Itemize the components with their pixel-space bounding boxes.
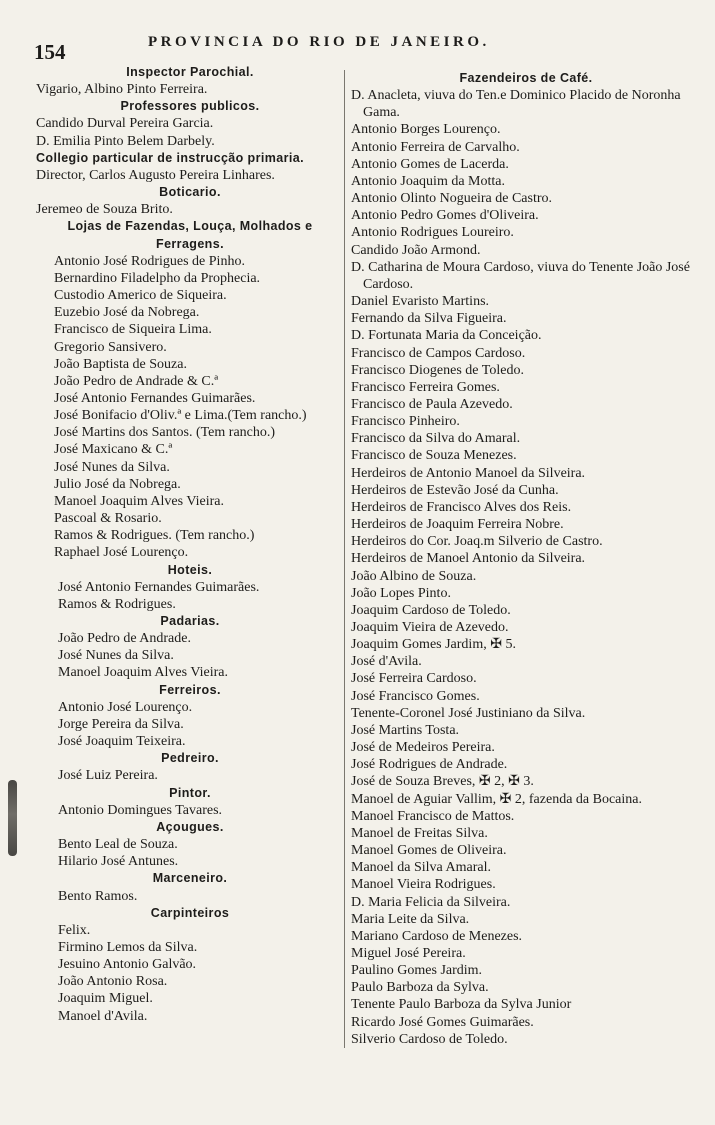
list-entry: João Pedro de Andrade & C.ª [54, 373, 219, 389]
list-entry: Candido Durval Pereira Garcia. [36, 116, 214, 132]
list-entry: D. Catharina de Moura Cardoso, viuva do Tenente João José Cardoso. [351, 259, 690, 292]
list-entry: Manoel de Aguiar Vallim, ✠ 2, fazenda da Bocaina. [351, 791, 642, 807]
list-entry: Director, Carlos Augusto Pereira Linhares. [36, 167, 275, 183]
list-entry: Tenente Paulo Barboza da Sylva Junior [351, 997, 572, 1013]
list-entry: Bento Ramos. [58, 888, 138, 904]
list-entry: Julio José da Nobrega. [54, 476, 181, 492]
section-list [36, 802, 344, 819]
section-list [36, 767, 344, 784]
list-entry: José de Medeiros Pereira. [351, 740, 495, 756]
list-entry: Joaquim Gomes Jardim, ✠ 5. [351, 637, 516, 653]
section-heading: Lojas de Fazendas, Louça, Molhados e Ferragens. [67, 219, 313, 251]
running-head: PROVINCIA DO RIO DE JANEIRO. [148, 34, 490, 50]
list-entry: Custodio Americo de Siqueira. [54, 288, 227, 304]
list-entry: João Baptista de Souza. [54, 356, 187, 372]
list-entry: Manoel de Freitas Silva. [351, 825, 488, 841]
section-heading: Ferreiros. [159, 682, 221, 697]
section-heading: Carpinteiros [150, 905, 230, 920]
list-entry: José Ferreira Cardoso. [351, 671, 477, 687]
list-entry: Miguel José Pereira. [351, 945, 466, 961]
list-entry: José de Souza Breves, ✠ 2, ✠ 3. [351, 774, 534, 790]
section-heading: Boticario. [159, 185, 221, 200]
list-entry: Mariano Cardoso de Menezes. [351, 928, 523, 944]
list-entry: João Pedro de Andrade. [58, 631, 191, 647]
list-entry: Ramos & Rodrigues. (Tem rancho.) [54, 528, 255, 544]
list-entry: José Nunes da Silva. [58, 648, 174, 664]
section-heading: Açougues. [156, 819, 224, 834]
list-entry: José Joaquim Teixeira. [58, 734, 186, 750]
list-entry: Antonio Rodrigues Loureiro. [351, 225, 514, 241]
list-entry: José Francisco Gomes. [351, 688, 480, 704]
right-column [344, 70, 701, 1048]
section-list [36, 201, 344, 218]
list-entry: José Antonio Fernandes Guimarães. [54, 390, 256, 406]
section-heading: Marceneiro. [152, 871, 228, 886]
list-entry: D. Anacleta, viuva do Ten.e Dominico Placido de Noronha Gama. [351, 88, 681, 121]
list-entry: João Albino de Souza. [351, 568, 477, 584]
list-entry: Tenente-Coronel José Justiniano da Silva. [351, 705, 586, 721]
list-entry: Joaquim Cardoso de Toledo. [351, 602, 511, 618]
list-entry: Francisco Pinheiro. [351, 414, 460, 430]
list-entry: Maria Leite da Silva. [351, 911, 470, 927]
section-list [36, 922, 344, 1025]
ink-smudge [8, 780, 17, 856]
list-entry: José Nunes da Silva. [54, 459, 170, 475]
list-entry: José d'Avila. [351, 654, 422, 670]
section-heading: Pedreiro. [161, 751, 219, 766]
list-entry: Francisco Ferreira Gomes. [351, 379, 500, 395]
list-entry: Bento Leal de Souza. [58, 837, 178, 853]
section-heading: Padarias. [160, 614, 220, 628]
list-entry: Antonio Pedro Gomes d'Oliveira. [351, 208, 539, 224]
list-entry: Manoel Joaquim Alves Vieira. [54, 493, 224, 509]
list-entry: Herdeiros de Manoel Antonio da Silveira. [351, 551, 586, 567]
section-list [36, 167, 344, 184]
list-entry: José Martins dos Santos. (Tem rancho.) [54, 425, 276, 441]
list-entry: Herdeiros de Estevão José da Cunha. [351, 482, 559, 498]
list-entry: Antonio José Lourenço. [58, 699, 193, 715]
list-entry: José Martins Tosta. [351, 722, 460, 738]
list-entry: João Antonio Rosa. [58, 974, 168, 990]
section-list [36, 579, 344, 613]
list-entry: Francisco da Silva do Amaral. [351, 431, 521, 447]
list-entry: Jeremeo de Souza Brito. [36, 202, 173, 218]
list-entry: Herdeiros de Joaquim Ferreira Nobre. [351, 517, 564, 533]
list-entry: Manoel Francisco de Mattos. [351, 808, 515, 824]
list-entry: Francisco de Souza Menezes. [351, 448, 517, 464]
section-heading: Pintor. [169, 785, 211, 800]
list-entry: Francisco de Campos Cardoso. [351, 345, 526, 361]
list-entry: João Lopes Pinto. [351, 585, 451, 601]
list-entry: Francisco de Siqueira Lima. [54, 322, 212, 338]
section-list [36, 115, 344, 149]
list-entry: Fernando da Silva Figueira. [351, 311, 507, 327]
list-entry: Herdeiros de Francisco Alves dos Reis. [351, 499, 572, 515]
list-entry: Joaquim Vieira de Azevedo. [351, 620, 509, 635]
list-entry: Paulo Barboza da Sylva. [351, 980, 489, 996]
list-entry: D. Emilia Pinto Belem Darbely. [36, 133, 215, 149]
list-entry: Ricardo José Gomes Guimarães. [351, 1014, 534, 1030]
list-entry: Manoel Gomes de Oliveira. [351, 843, 507, 859]
list-entry: Antonio Domingues Tavares. [58, 802, 223, 818]
list-entry: Manoel d'Avila. [58, 1008, 148, 1024]
list-entry: Francisco de Paula Azevedo. [351, 396, 513, 412]
list-entry: Antonio Olinto Nogueira de Castro. [351, 191, 553, 207]
list-entry: Manoel Vieira Rodrigues. [351, 877, 496, 893]
list-entry: José Antonio Fernandes Guimarães. [58, 579, 260, 595]
list-entry: Firmino Lemos da Silva. [58, 939, 198, 955]
section-list [36, 888, 344, 905]
list-entry: Ramos & Rodrigues. [58, 596, 176, 612]
list-entry: Manoel Joaquim Alves Vieira. [58, 665, 228, 681]
list-entry: Antonio Gomes de Lacerda. [351, 156, 509, 172]
section-list [36, 836, 344, 870]
list-entry: D. Fortunata Maria da Conceição. [351, 328, 542, 344]
list-entry: Raphael José Lourenço. [54, 545, 189, 561]
section-heading-fazendeiros: Fazendeiros de Café. [459, 71, 593, 85]
list-entry: Antonio Borges Lourenço. [351, 122, 501, 138]
list-entry: Joaquim Miguel. [58, 991, 153, 1007]
list-entry: José Luiz Pereira. [58, 768, 158, 784]
list-entry: Euzebio José da Nobrega. [54, 305, 200, 321]
list-entry: Candido João Armond. [351, 242, 481, 258]
list-entry: José Rodrigues de Andrade. [351, 757, 508, 773]
section-list [36, 81, 344, 98]
section-heading: Inspector Parochial. [126, 65, 254, 79]
list-entry: José Bonifacio d'Oliv.ª e Lima.(Tem rancho.) [54, 408, 307, 424]
list-entry: Jorge Pereira da Silva. [58, 716, 184, 732]
list-entry: Herdeiros de Antonio Manoel da Silveira. [351, 465, 586, 481]
list-entry: D. Maria Felicia da Silveira. [351, 894, 511, 910]
list-entry: Herdeiros do Cor. Joaq.m Silverio de Castro. [351, 534, 603, 550]
list-entry: Francisco Diogenes de Toledo. [351, 362, 524, 378]
list-entry: Antonio Joaquim da Motta. [351, 173, 505, 189]
list-entry: Gregorio Sansivero. [54, 339, 167, 355]
list-entry: Bernardino Filadelpho da Prophecia. [54, 270, 261, 286]
section-list [36, 253, 344, 562]
section-list [36, 630, 344, 681]
list-entry: Manoel da Silva Amaral. [351, 860, 491, 876]
list-entry: Paulino Gomes Jardim. [351, 963, 483, 979]
list-entry: Jesuino Antonio Galvão. [58, 957, 197, 973]
list-entry: José Maxicano & C.ª [54, 442, 173, 458]
list-entry: Felix. [58, 922, 91, 938]
section-heading: Hoteis. [167, 562, 213, 577]
list-entry: Antonio Ferreira de Carvalho. [351, 139, 520, 155]
page-number: 154 [34, 40, 66, 64]
left-column [36, 64, 344, 1025]
list-entry: Silverio Cardoso de Toledo. [351, 1031, 508, 1047]
list-entry: Antonio José Rodrigues de Pinho. [54, 253, 245, 269]
list-entry: Hilario José Antunes. [58, 854, 179, 870]
section-heading: Collegio particular de instrucção primaria. [36, 150, 304, 165]
list-entry: Daniel Evaristo Martins. [351, 294, 490, 310]
fazendeiros-list [351, 87, 701, 1048]
section-heading: Professores publicos. [120, 99, 260, 114]
list-entry: Pascoal & Rosario. [54, 511, 162, 527]
list-entry: Vigario, Albino Pinto Ferreira. [36, 82, 208, 98]
section-list [36, 699, 344, 750]
